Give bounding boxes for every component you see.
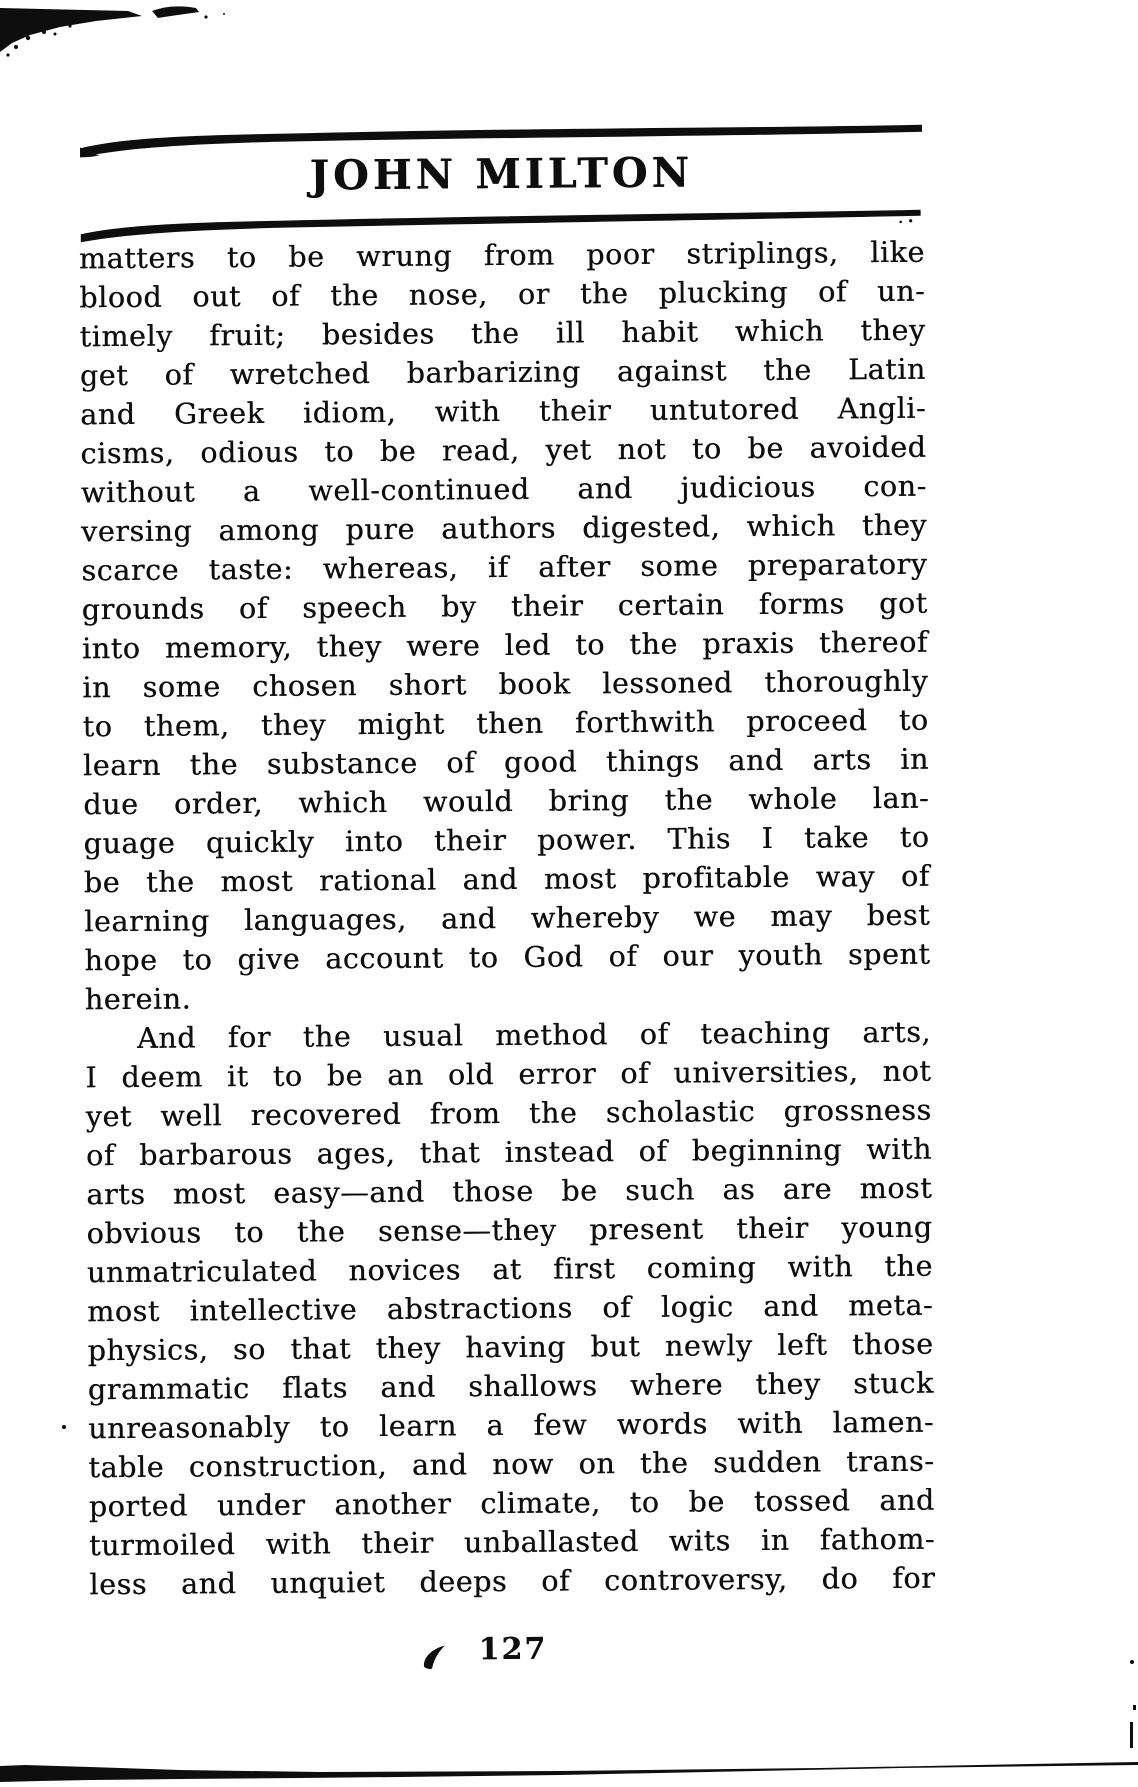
top-edge-smudge-icon <box>152 6 199 18</box>
body-line: due order, which would bring the whole lan- <box>83 781 930 822</box>
fly-speck-icon <box>62 1425 66 1429</box>
body-line: guage quickly into their power. This I take to <box>83 820 930 861</box>
body-line: get of wretched barbarizing against the Latin <box>79 352 926 393</box>
body-line: turmoiled with their unballasted wits in fathom- <box>88 1522 936 1563</box>
body-line: cisms, odious to be read, yet not to be avoided <box>80 430 927 471</box>
body-line: to them, they might then forthwith proceed to <box>82 703 929 744</box>
body-line: hope to give account to God of our youth spent <box>84 937 931 978</box>
body-line: into memory, they were led to the praxis thereof <box>81 625 929 666</box>
body-text <box>79 233 936 1605</box>
body-line: physics, so that they having but newly left those <box>87 1327 934 1368</box>
right-edge-bar-icon <box>1130 1722 1133 1748</box>
body-line: less and unquiet deeps of controversy, do for <box>89 1561 936 1602</box>
body-line: in some chosen short book lessoned thoroughly <box>82 664 929 705</box>
body-line: without a well-continued and judicious con- <box>80 469 927 510</box>
body-line: be the most rational and most profitable way of <box>83 859 930 900</box>
right-edge-dot-icon <box>1130 1660 1134 1664</box>
ink-smudge-comma-icon <box>420 1644 450 1676</box>
body-line: timely fruit; besides the ill habit which they <box>79 313 926 354</box>
body-line: grounds of speech by their certain forms got <box>81 586 928 627</box>
body-line: learning languages, and whereby we may best <box>84 898 931 939</box>
body-line: most intellective abstractions of logic and meta- <box>87 1288 934 1329</box>
body-line: herein. <box>84 982 192 1017</box>
body-line: and Greek idiom, with their untutored Angli- <box>80 391 927 432</box>
body-line: versing among pure authors digested, which they <box>80 508 928 549</box>
body-line: blood out of the nose, or the plucking of un- <box>79 274 926 315</box>
body-line: ported under another climate, to be tossed and <box>88 1483 935 1524</box>
page-title: JOHN MILTON <box>309 148 694 200</box>
body-line: of barbarous ages, that instead of beginning with <box>85 1132 933 1173</box>
body-line: learn the substance of good things and arts in <box>82 742 930 783</box>
body-line: yet well recovered from the scholastic grossness <box>85 1093 932 1134</box>
body-line: unreasonably to learn a few words with lamen- <box>88 1405 935 1446</box>
body-line: table construction, and now on the sudden trans- <box>88 1444 935 1485</box>
body-line: obvious to the sense—they present their young <box>86 1210 933 1251</box>
body-line: I deem it to be an old error of universities, not <box>85 1054 932 1095</box>
body-line: And for the usual method of teaching arts, <box>136 1015 932 1055</box>
page-number: 127 <box>478 1631 548 1668</box>
right-edge-dot-icon <box>1133 1705 1136 1710</box>
body-line: matters to be wrung from poor striplings, like <box>78 235 926 276</box>
body-line: arts most easy—and those be such as are most <box>86 1171 933 1212</box>
body-line: scarce taste: whereas, if after some preparatory <box>81 547 928 588</box>
body-line: grammatic flats and shallows where they stuck <box>87 1366 934 1407</box>
body-line: unmatriculated novices at first coming with the <box>86 1249 934 1290</box>
corner-ink-blob-icon <box>0 4 240 68</box>
